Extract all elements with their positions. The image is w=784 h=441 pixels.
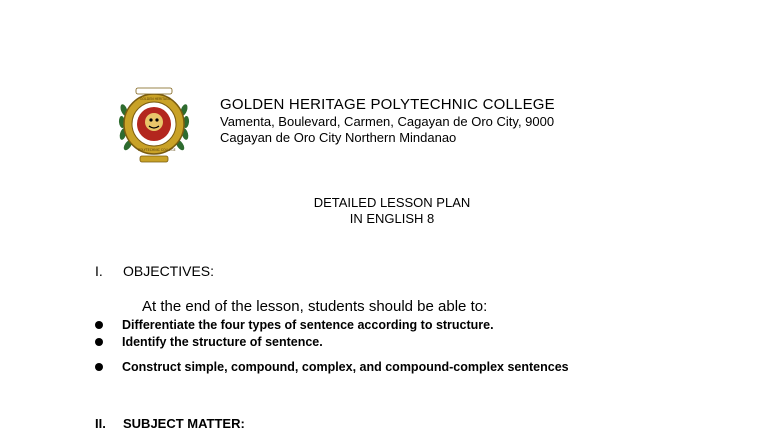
bullet-icon — [95, 363, 103, 371]
bullet-icon — [95, 338, 103, 346]
subject-matter-number: II. — [95, 416, 106, 431]
svg-text:GOLDEN HERITAGE: GOLDEN HERITAGE — [140, 97, 171, 101]
bullet-icon — [95, 321, 103, 329]
college-name: GOLDEN HERITAGE POLYTECHNIC COLLEGE — [220, 96, 555, 113]
objectives-heading: OBJECTIVES: — [123, 263, 215, 279]
lesson-plan-subtitle: IN ENGLISH 8 — [349, 211, 435, 226]
college-seal-logo — [118, 84, 190, 168]
subject-matter-heading: SUBJECT MATTER: — [123, 416, 245, 431]
address-line-2: Cagayan de Oro City Northern Mindanao — [220, 130, 457, 145]
svg-text:POLYTECHNIC COLLEGE: POLYTECHNIC COLLEGE — [138, 148, 176, 152]
objective-text: Differentiate the four types of sentence according to structure. — [122, 318, 494, 332]
address-line-1: Vamenta, Boulevard, Carmen, Cagayan de Oro City, 9000 — [220, 114, 555, 129]
objectives-intro: At the end of the lesson, students should be able to: — [142, 298, 488, 315]
objective-text: Identify the structure of sentence. — [122, 335, 323, 349]
objectives-number: I. — [95, 263, 103, 279]
lesson-plan-title: DETAILED LESSON PLAN — [313, 195, 471, 210]
objective-text: Construct simple, compound, complex, and compound-complex sentences — [122, 360, 569, 374]
